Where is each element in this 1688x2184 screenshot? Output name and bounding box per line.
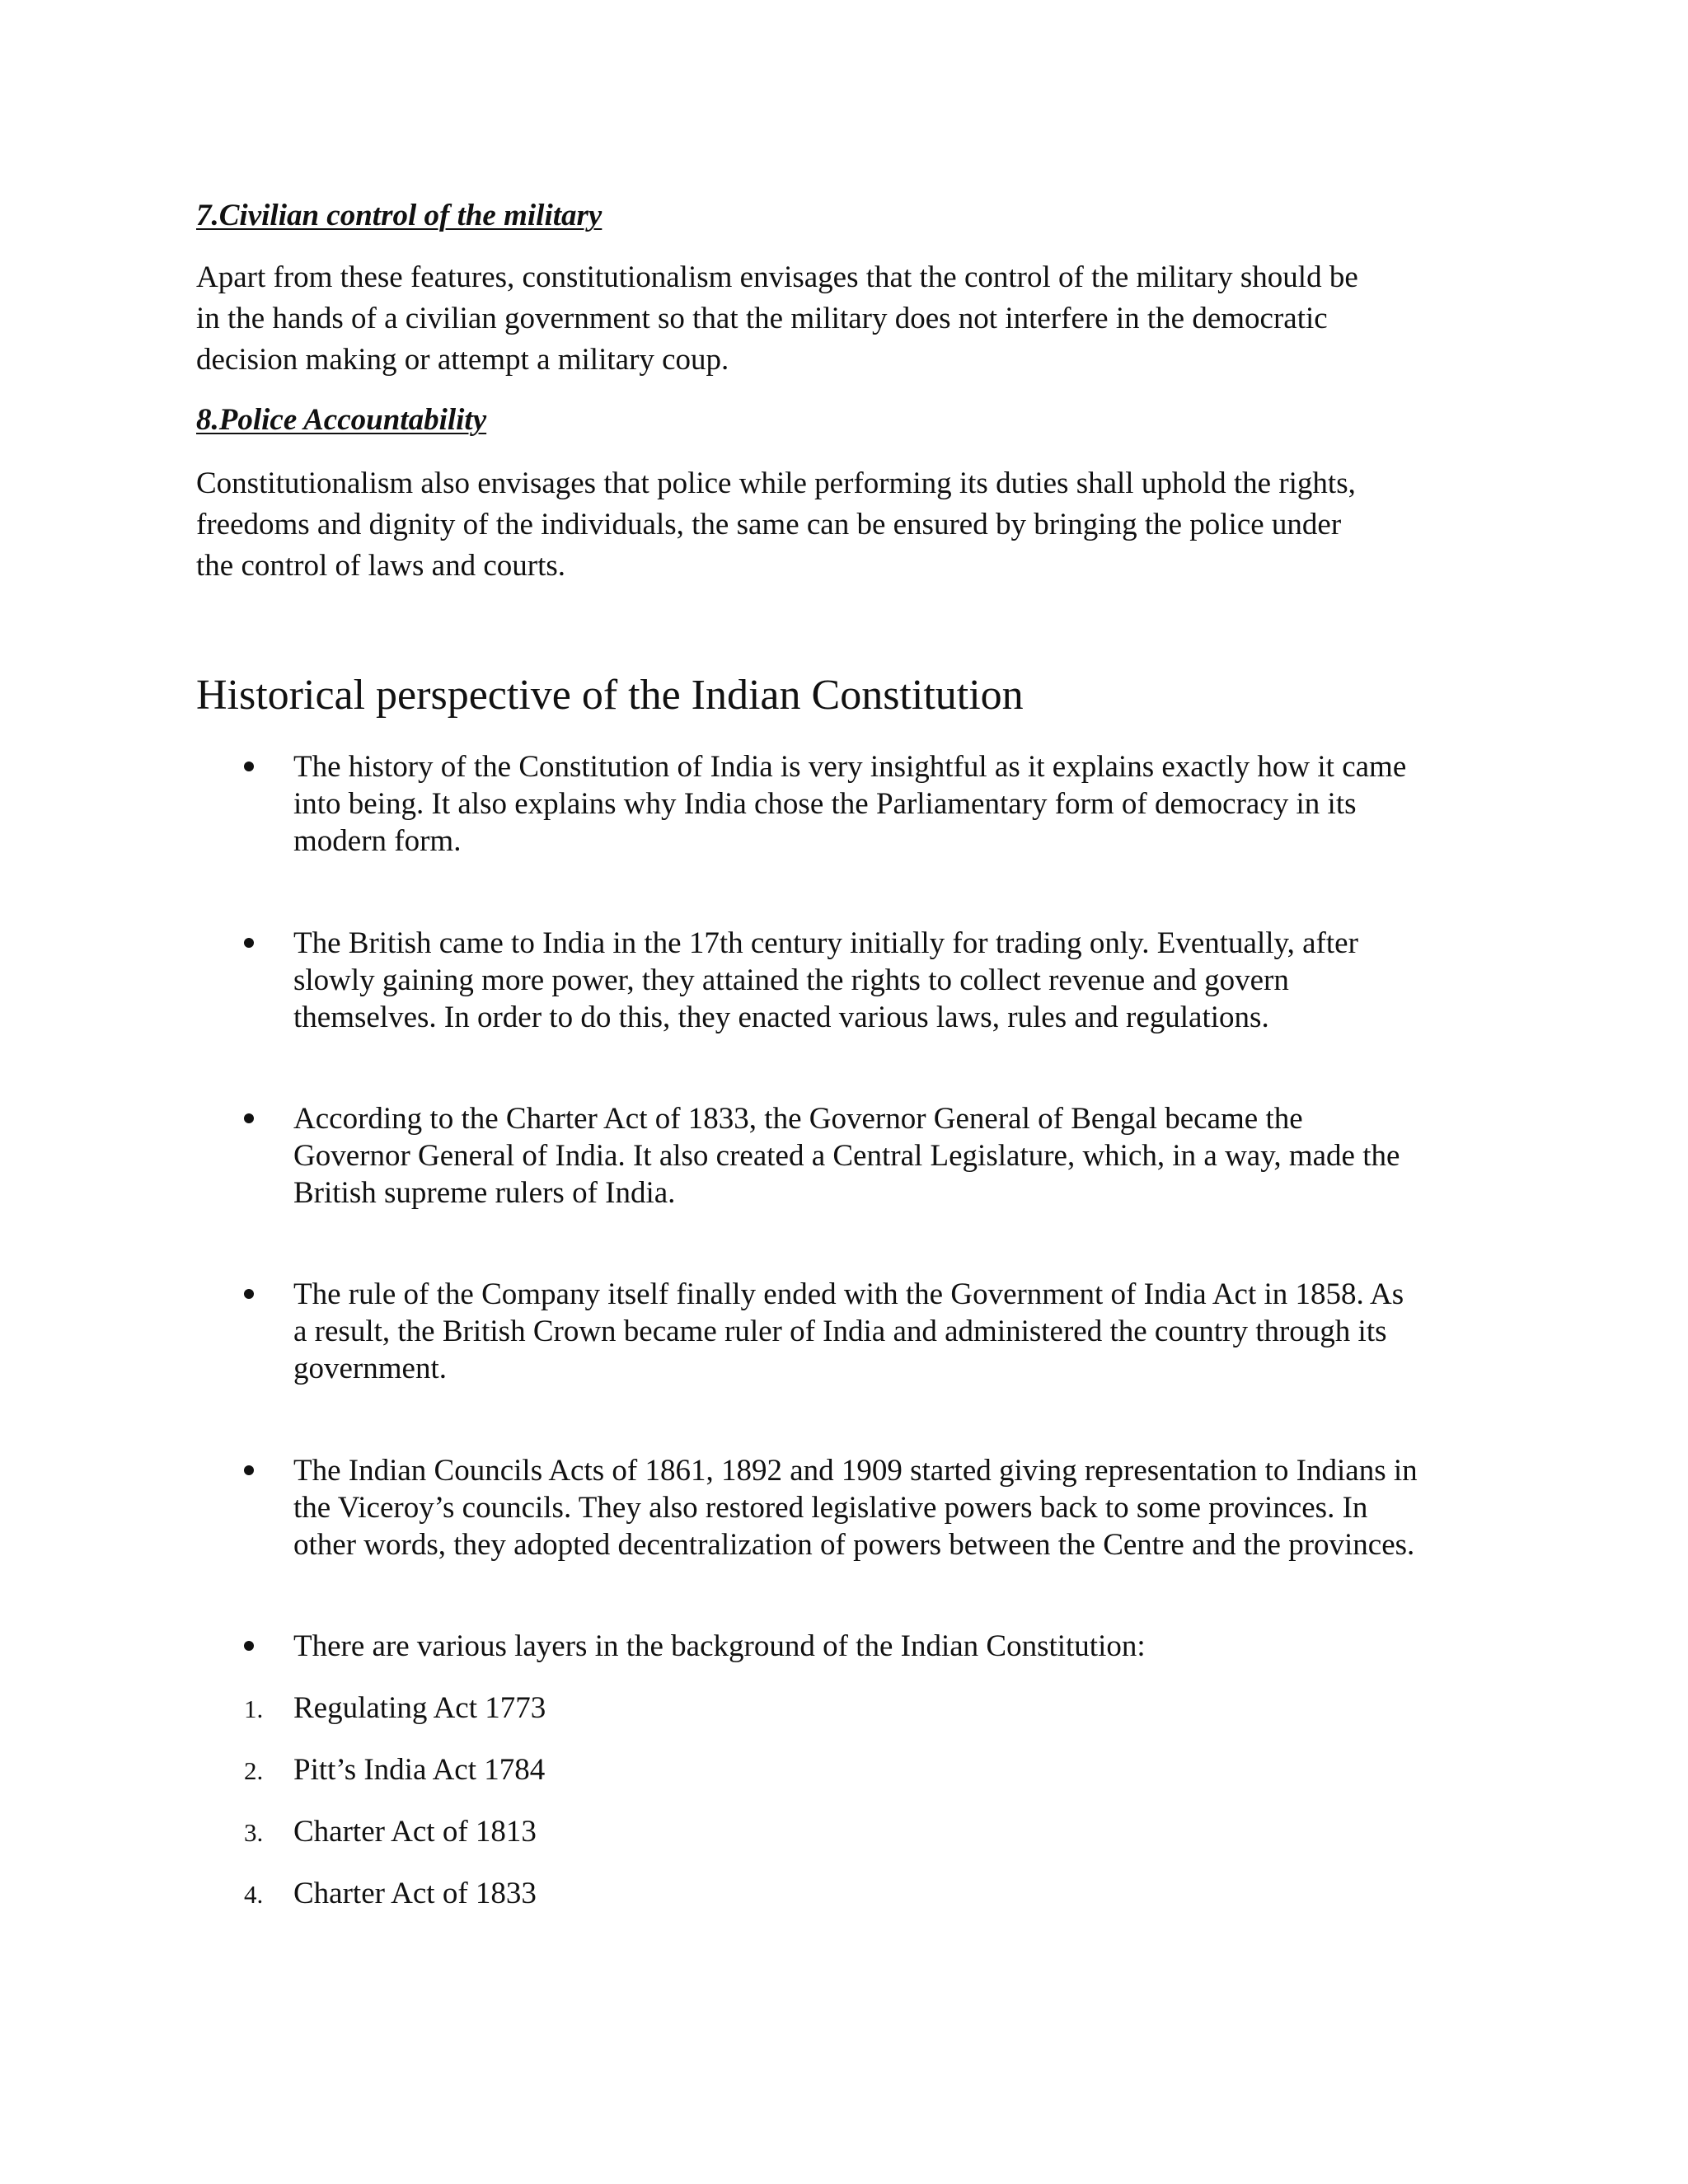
bullet-line: the Viceroy’s councils. They also restored legislative powers back to some provinces. In [293,1491,1368,1525]
bullet-text [293,1452,1489,1563]
paragraph-line: decision making or attempt a military coup. [196,343,729,377]
list-item-text: Charter Act of 1833 [293,1877,537,1910]
bullet-line: modern form. [293,824,462,858]
list-item-text: Pitt’s India Act 1784 [293,1753,546,1787]
section-8-heading: 8.Police Accountability [196,403,487,437]
list-number: 4. [244,1880,264,1909]
paragraph-line: the control of laws and courts. [196,549,565,583]
bullet-dot-icon [244,1289,254,1299]
bullet-line: The British came to India in the 17th century initially for trading only. Eventually, after [293,926,1358,960]
bullet-dot-icon [244,1113,254,1123]
bullet-text [293,748,1489,860]
list-item-text: Charter Act of 1813 [293,1815,537,1849]
paragraph-line: Apart from these features, constitutionalism envisages that the control of the military should be [196,260,1358,294]
bullet-line: other words, they adopted decentralization of powers between the Centre and the provinces. [293,1528,1415,1562]
paragraph-line: Constitutionalism also envisages that police while performing its duties shall uphold the rights, [196,466,1356,500]
numbered-item [244,1750,903,1791]
list-number: 1. [244,1694,264,1723]
bullet-line: a result, the British Crown became ruler of India and administered the country through its [293,1315,1387,1348]
bullet-line: into being. It also explains why India chose the Parliamentary form of democracy in its [293,787,1357,821]
section-7-paragraph [196,257,1482,381]
bullet-dot-icon [244,938,254,948]
bullet-line: government. [293,1352,447,1385]
section-7-heading: 7.Civilian control of the military [196,199,603,232]
bullet-dot-icon [244,1641,254,1651]
bullet-line: Governor General of India. It also created a Central Legislature, which, in a way, made the [293,1139,1400,1173]
numbered-item [244,1873,903,1915]
bullet-text [293,1276,1489,1387]
bullet-text [293,925,1489,1036]
bullet-text [293,1628,1489,1665]
bullet-line: slowly gaining more power, they attained the rights to collect revenue and govern [293,963,1289,997]
bullet-line: The rule of the Company itself finally ended with the Government of India Act in 1858. As [293,1277,1404,1311]
historical-perspective-title: Historical perspective of the Indian Constitution [196,672,1024,719]
bullet-line: The Indian Councils Acts of 1861, 1892 and 1909 started giving representation to Indians in [293,1454,1418,1488]
section-8-paragraph [196,463,1482,587]
numbered-item [244,1811,903,1853]
list-number: 2. [244,1756,264,1785]
paragraph-line: in the hands of a civilian government so that the military does not interfere in the democratic [196,302,1328,335]
bullet-dot-icon [244,1465,254,1475]
bullet-dot-icon [244,762,254,771]
bullet-line: There are various layers in the background of the Indian Constitution: [293,1629,1146,1663]
list-number: 3. [244,1818,264,1847]
bullet-line: According to the Charter Act of 1833, the Governor General of Bengal became the [293,1102,1303,1136]
bullet-text [293,1100,1489,1212]
bullet-line: themselves. In order to do this, they enacted various laws, rules and regulations. [293,1001,1269,1034]
numbered-item [244,1688,903,1729]
paragraph-line: freedoms and dignity of the individuals, the same can be ensured by bringing the police under [196,508,1342,541]
bullet-line: British supreme rulers of India. [293,1176,676,1210]
bullet-line: The history of the Constitution of India is very insightful as it explains exactly how it came [293,750,1407,784]
list-item-text: Regulating Act 1773 [293,1691,546,1725]
